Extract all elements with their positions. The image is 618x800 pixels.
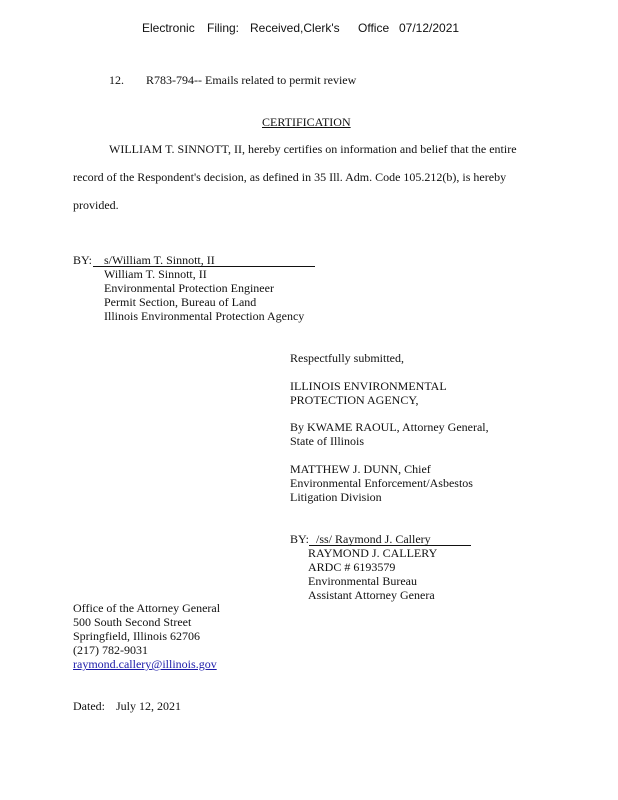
signer-by-label: BY: — [73, 253, 92, 267]
certification-line-2: record of the Respondent's decision, as defined in 35 Ill. Adm. Code 105.212(b), is hereby — [73, 170, 507, 184]
record-item-number: 12. — [109, 73, 124, 87]
certification-line-1: WILLIAM T. SINNOTT, II, hereby certifies on information and belief that the entire — [109, 142, 517, 156]
signer-title: Environmental Protection Engineer — [104, 281, 274, 295]
signer-name: William T. Sinnott, II — [104, 267, 207, 281]
respectfully-submitted: Respectfully submitted, — [290, 351, 404, 365]
dated-label: Dated: — [73, 699, 105, 713]
office-line-1: Office of the Attorney General — [73, 601, 221, 615]
chief-line-3: Litigation Division — [290, 490, 382, 504]
filing-stamp — [0, 21, 618, 35]
attorney-by-label: BY: — [290, 532, 309, 546]
chief-line-1: MATTHEW J. DUNN, Chief — [290, 462, 431, 476]
attorney-bureau: Environmental Bureau — [308, 574, 417, 588]
attorney-signature: /ss/ Raymond J. Callery — [316, 532, 431, 546]
office-line-3: Springfield, Illinois 62706 — [73, 629, 200, 643]
attorney-name: RAYMOND J. CALLERY — [308, 546, 438, 560]
filing-stamp-electronic: Electronic — [142, 21, 195, 35]
signer-section: Permit Section, Bureau of Land — [104, 295, 257, 309]
filing-stamp-filing: Filing: — [207, 21, 240, 35]
attorney-general-line-2: State of Illinois — [290, 434, 364, 448]
signer-signature: s/William T. Sinnott, II — [104, 253, 215, 267]
certification-title: CERTIFICATION — [262, 115, 351, 129]
dated-date: July 12, 2021 — [116, 699, 182, 713]
signer-agency: Illinois Environmental Protection Agency — [104, 309, 305, 323]
chief-line-2: Environmental Enforcement/Asbestos — [290, 476, 473, 490]
attorney-ardc: ARDC # 6193579 — [308, 560, 396, 574]
office-email-link[interactable]: raymond.callery@illinois.gov — [73, 657, 217, 671]
attorney-role: Assistant Attorney Genera — [308, 588, 435, 602]
filing-stamp-received: Received,Clerk's — [250, 21, 340, 35]
office-line-2: 500 South Second Street — [73, 615, 192, 629]
agency-name-line-2: PROTECTION AGENCY, — [290, 393, 419, 407]
certification-line-3: provided. — [73, 198, 119, 212]
filing-stamp-date: 07/12/2021 — [399, 21, 460, 35]
attorney-general-line-1: By KWAME RAOUL, Attorney General, — [290, 420, 489, 434]
office-phone: (217) 782-9031 — [73, 643, 148, 657]
record-item-text: R783-794-- Emails related to permit review — [146, 73, 357, 87]
agency-name-line-1: ILLINOIS ENVIRONMENTAL — [290, 379, 447, 393]
filing-stamp-office: Office — [358, 21, 390, 35]
